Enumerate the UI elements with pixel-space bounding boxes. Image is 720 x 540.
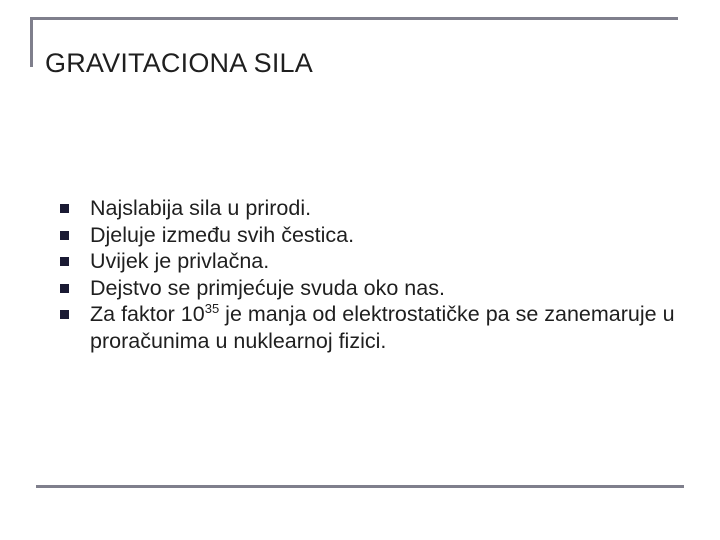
bullet-list (60, 195, 680, 354)
bullet-item (60, 222, 680, 249)
square-bullet-icon (60, 231, 69, 240)
frame-left-line (30, 17, 33, 67)
bullet-text-after: je manja od elektrostatičke pa se zanemaruje u proračunima u nuklearnoj fizici. (90, 302, 675, 353)
bullet-item (60, 301, 680, 354)
slide-title: GRAVITACIONA SILA (45, 48, 313, 78)
square-bullet-icon (60, 257, 69, 266)
square-bullet-icon (60, 310, 69, 319)
square-bullet-icon (60, 284, 69, 293)
bullet-item (60, 248, 680, 275)
bullet-item (60, 195, 680, 222)
bullet-text: Dejstvo se primjećuje svuda oko nas. (90, 275, 445, 300)
frame-top-line (30, 17, 678, 20)
bullet-text: Najslabija sila u prirodi. (90, 196, 312, 220)
exponent: 35 (204, 301, 220, 316)
bullet-text-before: Za faktor 10 (90, 302, 205, 326)
frame-bottom-line (36, 485, 684, 488)
bullet-item (60, 275, 680, 302)
bullet-text: Djeluje između svih čestica. (90, 222, 355, 247)
square-bullet-icon (60, 204, 69, 213)
bullet-text: Uvijek je privlačna. (90, 249, 270, 273)
